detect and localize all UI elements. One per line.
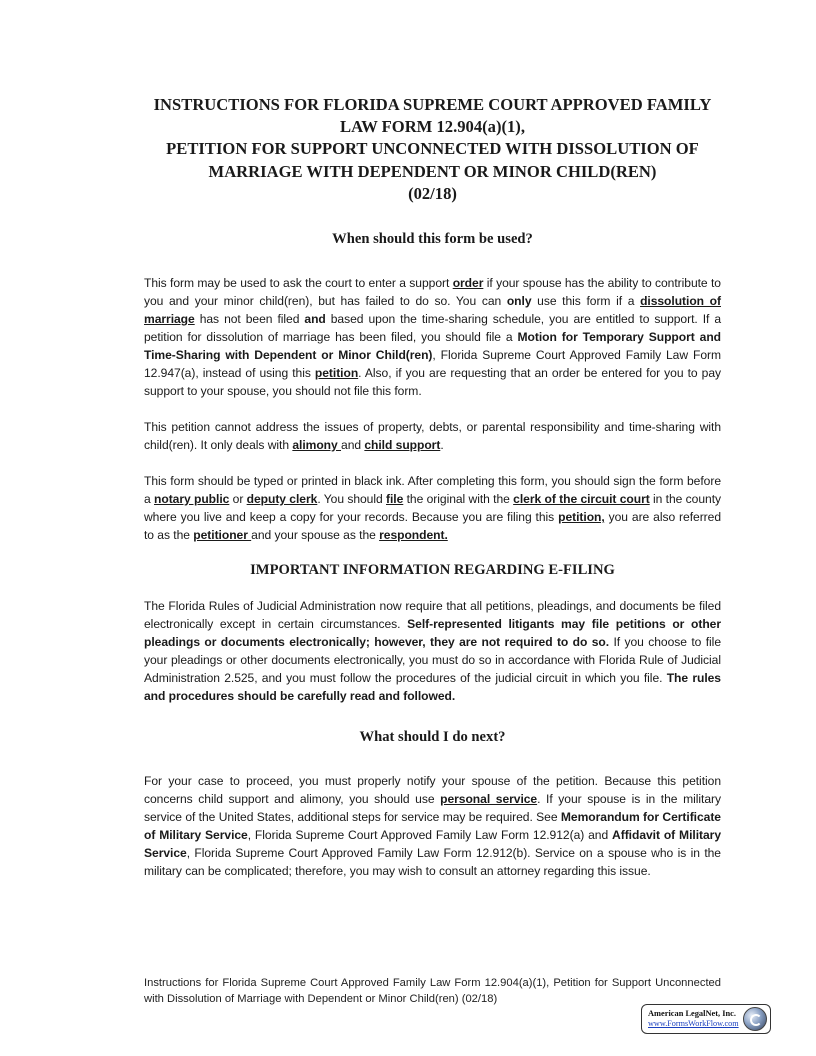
title-line-5: (02/18) — [408, 183, 457, 203]
document-page — [144, 94, 721, 880]
term-personal-service-link[interactable]: personal service — [440, 792, 538, 807]
term-petition-link[interactable]: petition — [314, 366, 359, 381]
term-notary-public-link[interactable]: notary public — [154, 492, 230, 507]
term-file-link[interactable]: file — [386, 492, 404, 507]
paragraph-when-1: This form may be used to ask the court to enter a support order if your spouse has the ability to contribute to you and your minor child(ren), but has failed to do so. You can only use this form if a dissolution of marriage has not been filed and based upon the time-sharing schedule, you are entitled to support. If a petition for dissolution of marriage has been filed, you should file a Motion for Temporary Support and Time-Sharing with Dependent or Minor Child(ren), Florida Supreme Court Approved Family Law Form 12.947(a), instead of using this petition. Also, if you are requesting that an order be entered for you to pay support to your spouse, you should not file this form. — [144, 276, 722, 399]
document-title — [144, 94, 721, 205]
section-heading-efiling: IMPORTANT INFORMATION REGARDING E-FILING — [250, 562, 615, 579]
form-name-memorandum: Memorandum for Certificate of Military Service — [144, 810, 721, 843]
term-petitioner-link[interactable]: petitioner — [193, 528, 252, 543]
title-line-3: PETITION FOR SUPPORT UNCONNECTED WITH DISSOLUTION OF — [166, 139, 699, 159]
badge-website-link[interactable]: www.FormsWorkFlow.com — [648, 1019, 739, 1028]
title-line-4: MARRIAGE WITH DEPENDENT OR MINOR CHILD(REN) — [208, 161, 657, 181]
americanlegalnet-badge[interactable] — [641, 1004, 771, 1034]
term-order-link[interactable]: order — [452, 276, 484, 291]
section-heading-when: When should this form be used? — [332, 231, 533, 248]
term-petition-link-2[interactable]: petition, — [558, 510, 605, 525]
term-dissolution-link[interactable]: dissolution of marriage — [144, 294, 721, 327]
term-alimony-link[interactable]: alimony — [292, 438, 342, 453]
page-footer: Instructions for Florida Supreme Court Approved Family Law Form 12.904(a)(1), Petition for Support Unconnected with Dissolution of Marriage with Dependent or Minor Child(ren) (02/18) — [144, 977, 721, 1005]
form-name-affidavit: Affidavit of Military Service — [144, 828, 721, 861]
paragraph-efiling: The Florida Rules of Judicial Administration now require that all petitions, pleadings, and documents be filed electronically except in certain circumstances. Self-represented litigants may file petitions or other pleadings or documents electronically; however, they are not required to do so. If you choose to file your pleadings or other documents electronically, you must do so in accordance with Florida Rule of Judicial Administration 2.525, and you must follow the procedures of the judicial circuit in which you file. The rules and procedures should be carefully read and followed. — [144, 599, 721, 704]
emphasis-rules-procedures: The rules and procedures should be carefully read and followed. — [144, 671, 721, 704]
term-respondent-link[interactable]: respondent. — [379, 528, 448, 543]
paragraph-when-3: This form should be typed or printed in black ink. After completing this form, you should sign the form before a notary public or deputy clerk. You should file the original with the clerk of the circuit court in the county where you live and keep a copy for your records. Because you are filing this petition, you are also referred to as the petitioner and your spouse as the respondent. — [144, 474, 721, 543]
term-child-support-link[interactable]: child support — [364, 438, 441, 453]
paragraph-next: For your case to proceed, you must properly notify your spouse of the petition. Because this petition concerns child support and alimony, you should use personal service. If your spouse is in the military service of the United States, additional steps for service may be required. See Memorandum for Certificate of Military Service, Florida Supreme Court Approved Family Law Form 12.912(a) and Affidavit of Military Service, Florida Supreme Court Approved Family Law Form 12.912(b). Service on a spouse who is in the military can be complicated; therefore, you may wish to consult an attorney regarding this issue. — [144, 774, 721, 879]
emphasis-only: only — [506, 294, 532, 309]
section-heading-next: What should I do next? — [359, 729, 506, 746]
badge-company-name: American LegalNet, Inc. — [648, 1009, 736, 1018]
emphasis-self-represented: Self-represented litigants may file petitions or other pleadings or documents electronically; however, they are not required to do so. — [144, 617, 721, 650]
globe-logo-icon — [743, 1007, 767, 1031]
title-line-2: LAW FORM 12.904(a)(1), — [340, 117, 525, 137]
term-deputy-clerk-link[interactable]: deputy clerk — [246, 492, 318, 507]
title-line-1: INSTRUCTIONS FOR FLORIDA SUPREME COURT APPROVED FAMILY — [153, 95, 712, 114]
emphasis-and: and — [304, 312, 326, 327]
paragraph-when-2: This petition cannot address the issues of property, debts, or parental responsibility and time-sharing with child(ren). It only deals with alimony and child support. — [144, 420, 721, 453]
form-name-motion: Motion for Temporary Support and Time-Sharing with Dependent or Minor Child(ren) — [144, 330, 722, 363]
term-clerk-circuit-court-link[interactable]: clerk of the circuit court — [513, 492, 650, 507]
